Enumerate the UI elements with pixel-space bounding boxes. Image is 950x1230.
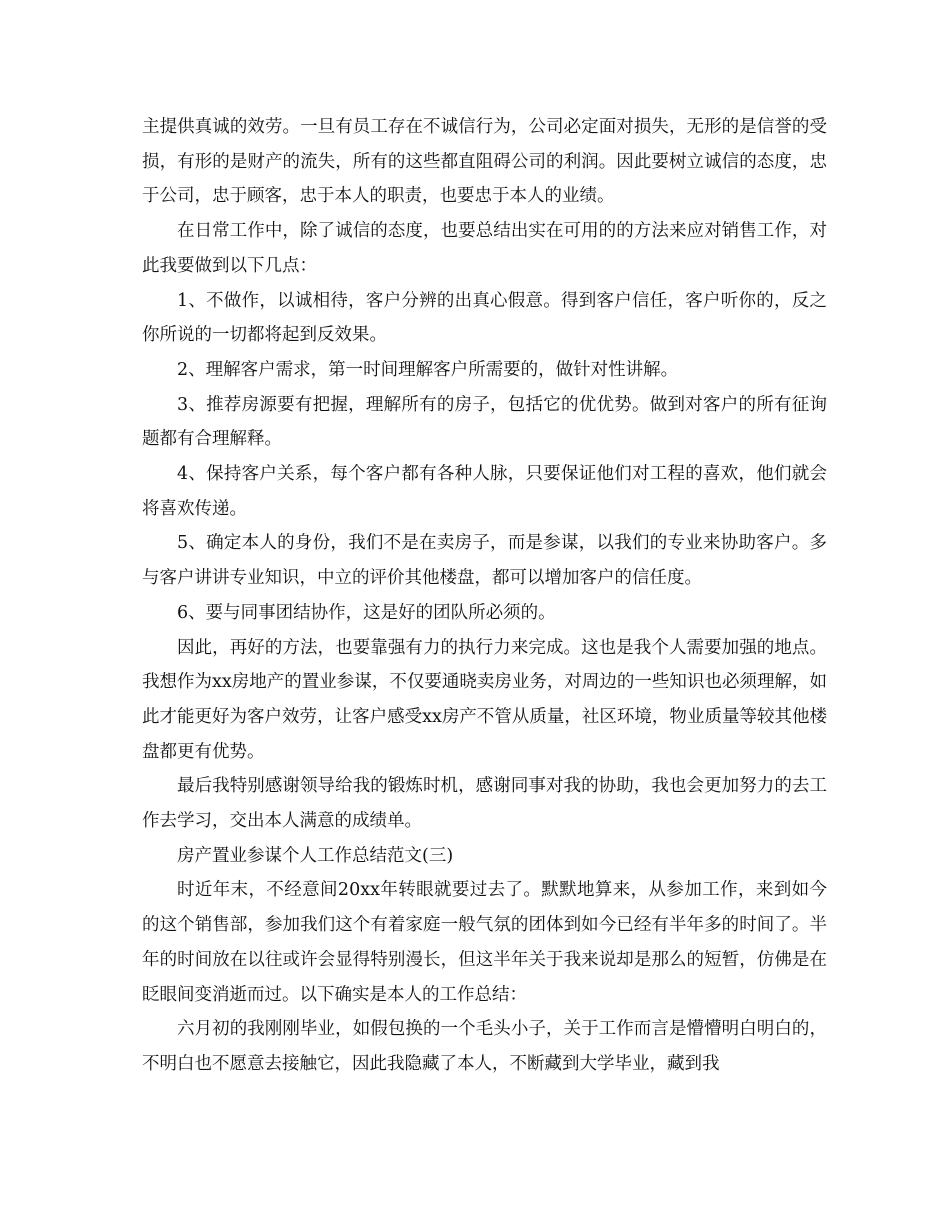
section-heading: 房产置业参谋个人工作总结范文(三) [177, 845, 454, 866]
list-item-4: 4、保持客户关系，每个客户都有各种人脉，只要保证他们对工程的喜欢，他们就会将喜欢传递。 [142, 464, 827, 519]
list-item-6: 6、要与同事团结协作，这是好的团队所必须的。 [177, 602, 556, 623]
paragraph-2: 在日常工作中，除了诚信的态度，也要总结出实在可用的的方法来应对销售工作，对此我要做到以下几点： [142, 221, 827, 276]
list-item-1: 1、不做作，以诚相待，客户分辨的出真心假意。得到客户信任，客户听你的，反之你所说的一切都将起到反效果。 [142, 290, 827, 346]
paragraph-6: 六月初的我刚刚毕业，如假包换的一个毛头小子，关于工作而言是懵懵明白明白的，不明白也不愿意去接触它，因此我隐藏了本人，不断藏到大学毕业，藏到我 [142, 1019, 827, 1074]
document-body [142, 110, 827, 1082]
list-item-3: 3、推荐房源要有把握，理解所有的房子，包括它的优优势。做到对客户的所有征询题都有合理解释。 [142, 394, 827, 450]
list-item-2: 2、理解客户需求，第一时间理解客户所需要的，做针对性讲解。 [177, 359, 679, 380]
paragraph-5: 时近年末，不经意间20xx年转眼就要过去了。默默地算来，从参加工作，来到如今的这个销售部，参加我们这个有着家庭一般气氛的团体到如今已经有半年多的时间了。半年的时间放在以往或许会显得特别漫长，但这半年关于我来说却是那么的短暂，仿佛是在眨眼间变消逝而过。以下确实是本人的工作总结： [142, 880, 827, 1005]
paragraph-3: 因此，再好的方法，也要靠强有力的执行力来完成。这也是我个人需要加强的地点。我想作为xx房地产的置业参谋，不仅要通晓卖房业务，对周边的一些知识也必须理解，如此才能更好为客户效劳，让客户感受xx房产不管从质量，社区环境，物业质量等较其他楼盘都更有优势。 [142, 637, 827, 762]
paragraph-4: 最后我特别感谢领导给我的锻炼时机，感谢同事对我的协助，我也会更加努力的去工作去学习，交出本人满意的成绩单。 [142, 776, 827, 832]
paragraph-1: 主提供真诚的效劳。一旦有员工存在不诚信行为，公司必定面对损失，无形的是信誉的受损，有形的是财产的流失，所有的这些都直阻碍公司的利润。因此要树立诚信的态度，忠于公司，忠于顾客，忠于本人的职责，也要忠于本人的业绩。 [142, 117, 827, 207]
list-item-5: 5、确定本人的身份，我们不是在卖房子，而是参谋，以我们的专业来协助客户。多与客户讲讲专业知识，中立的评价其他楼盘，都可以增加客户的信任度。 [142, 533, 827, 589]
